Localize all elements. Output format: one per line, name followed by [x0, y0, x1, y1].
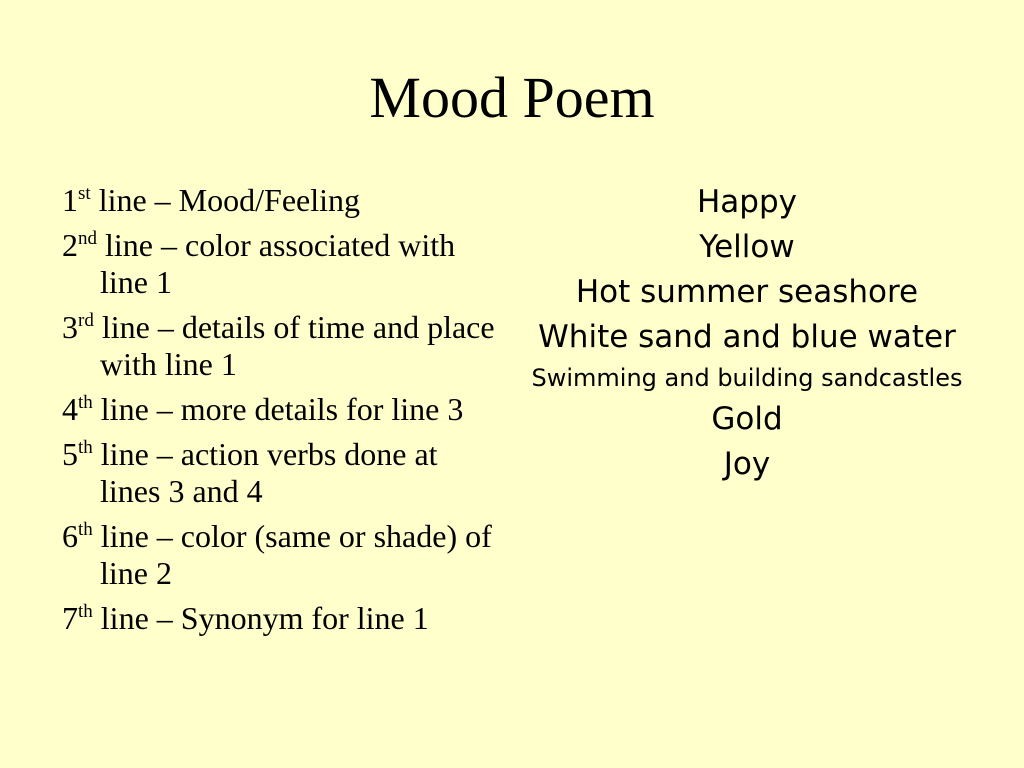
- poem-line-details: White sand and blue water: [538, 319, 956, 355]
- line-number: 4: [62, 391, 78, 427]
- ordinal-suffix: st: [78, 183, 91, 204]
- ordinal-suffix: th: [78, 601, 93, 622]
- instruction-list: [62, 182, 498, 645]
- poem-line-color: Yellow: [699, 229, 795, 265]
- ordinal-suffix: nd: [78, 228, 97, 249]
- instruction-text: line – details of time and place with line 1: [93, 309, 495, 382]
- line-number: 2: [62, 227, 78, 263]
- instruction-text: line – Mood/Feeling: [90, 182, 360, 218]
- ordinal-suffix: th: [78, 392, 93, 413]
- line-number: 7: [62, 600, 78, 636]
- instruction-text: line – more details for line 3: [92, 391, 464, 427]
- poem-line-synonym: Joy: [723, 446, 771, 482]
- ordinal-suffix: th: [78, 519, 93, 540]
- instruction-item: [62, 518, 498, 592]
- ordinal-suffix: rd: [78, 310, 94, 331]
- instruction-item: [62, 227, 498, 301]
- example-poem: [510, 180, 984, 487]
- instruction-item: [62, 600, 498, 637]
- instruction-item: [62, 391, 498, 428]
- poem-line-place: Hot summer seashore: [575, 274, 919, 310]
- line-number: 6: [62, 518, 78, 554]
- instruction-text: line – Synonym for line 1: [92, 600, 429, 636]
- slide-title: Mood Poem: [369, 65, 655, 130]
- instruction-text: line – color (same or shade) of line 2: [92, 518, 492, 591]
- instruction-item: [62, 182, 498, 219]
- poem-line-actions: Swimming and building sandcastles: [531, 364, 963, 392]
- ordinal-suffix: th: [78, 437, 93, 458]
- instruction-text: line – action verbs done at lines 3 and 4: [92, 436, 438, 509]
- instruction-item: [62, 436, 498, 510]
- line-number: 5: [62, 436, 78, 472]
- instruction-text: line – color associated with line 1: [97, 227, 456, 300]
- poem-line-shade: Gold: [711, 401, 783, 437]
- line-number: 1: [62, 182, 78, 218]
- instruction-item: [62, 309, 498, 383]
- poem-line-mood: Happy: [696, 184, 797, 220]
- line-number: 3: [62, 309, 78, 345]
